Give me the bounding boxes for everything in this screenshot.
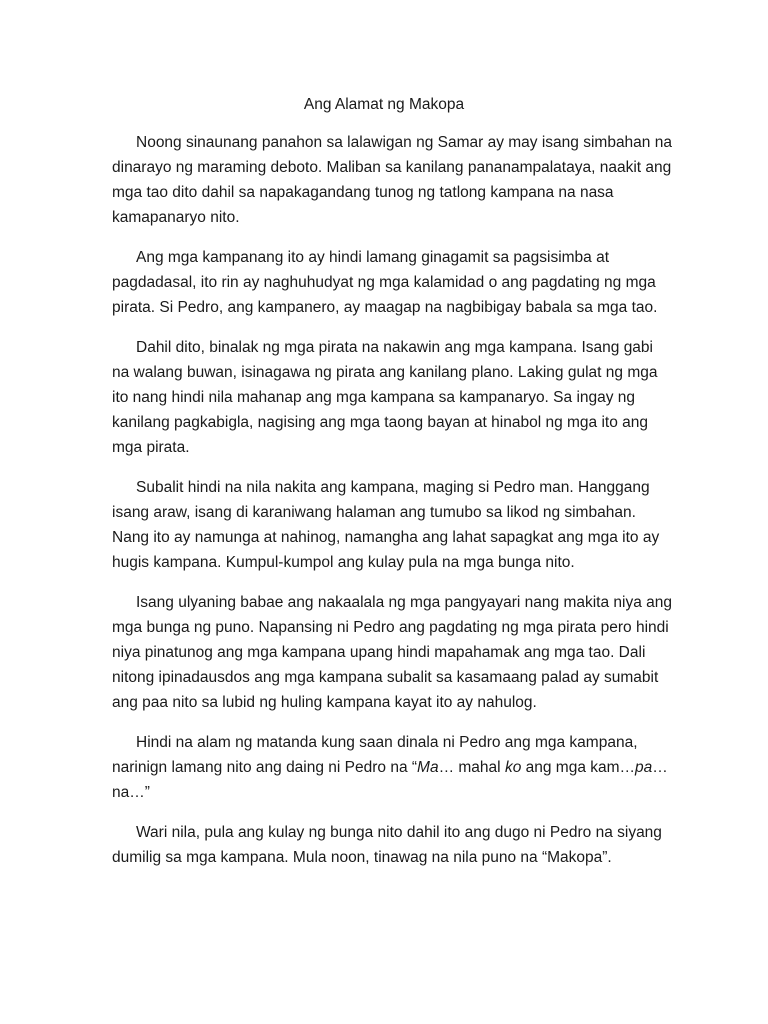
paragraph-6-italic-ma: Ma xyxy=(417,759,439,776)
paragraph-2: Ang mga kampanang ito ay hindi lamang ginagamit sa pagsisimba at pagdadasal, ito rin ay naghuhudyat ng mga kalamidad o ang pagdating ng mga pirata. Si Pedro, ang kampanero, ay maagap na nagbibigay babala sa mga tao. xyxy=(112,249,658,316)
paragraph-6 xyxy=(112,730,672,805)
paragraph-4: Subalit hindi na nila nakita ang kampana, maging si Pedro man. Hanggang isang araw, isang di karaniwang halaman ang tumubo sa likod ng simbahan. Nang ito ay namunga at nahinog, namangha ang lahat sapagkat ang mga ito ay hugis kampana. Kumpul-kumpol ang kulay pula na mga bunga nito. xyxy=(112,479,660,571)
paragraph-6-italic-ko: ko xyxy=(504,759,522,776)
paragraph-6-after-ma: … mahal xyxy=(438,759,505,776)
paragraph-6-italic-pa: pa xyxy=(635,759,653,776)
paragraph-7: Wari nila, pula ang kulay ng bunga nito dahil ito ang dugo ni Pedro na siyang dumilig sa mga kampana. Mula noon, tinawag na nila puno na “Makopa”. xyxy=(112,824,662,866)
paragraph-6-lead: Hindi na alam ng matanda kung saan dinala ni Pedro ang mga kampana, narinign lamang nito ang daing ni Pedro na “ xyxy=(112,734,638,776)
paragraph-6-after-ko: ang mga kam… xyxy=(521,759,636,776)
paragraph-5: Isang ulyaning babae ang nakaalala ng mga pangyayari nang makita niya ang mga bunga ng puno. Napansing ni Pedro ang pagdating ng mga pirata pero hindi niya pinatunog ang mga kampana upang hindi mapahamak ang mga tao. Dali nitong ipinadausdos ang mga kampana subalit sa kasamaang palad ay sumabit ang paa nito sa lubid ng huling kampana kayat ito ay nahulog. xyxy=(112,594,672,711)
document-title: Ang Alamat ng Makopa xyxy=(303,96,465,113)
paragraph-3: Dahil dito, binalak ng mga pirata na nakawin ang mga kampana. Isang gabi na walang buwan, isinagawa ng pirata ang kanilang plano. Laking gulat ng mga ito nang hindi nila mahanap ang mga kampana sa kampanaryo. Sa ingay ng kanilang pagkabigla, nagising ang mga taong bayan at hinabol ng mga ito ang mga pirata. xyxy=(112,339,658,456)
paragraph-1: Noong sinaunang panahon sa lalawigan ng Samar ay may isang simbahan na dinarayo ng maraming deboto. Maliban sa kanilang pananampalataya, naakit ang mga tao dito dahil sa napakagandang tunog ng tatlong kampana na nasa kamapanaryo nito. xyxy=(112,134,672,226)
document-body xyxy=(112,130,672,885)
paragraph-6-tail: …na…” xyxy=(112,759,668,801)
